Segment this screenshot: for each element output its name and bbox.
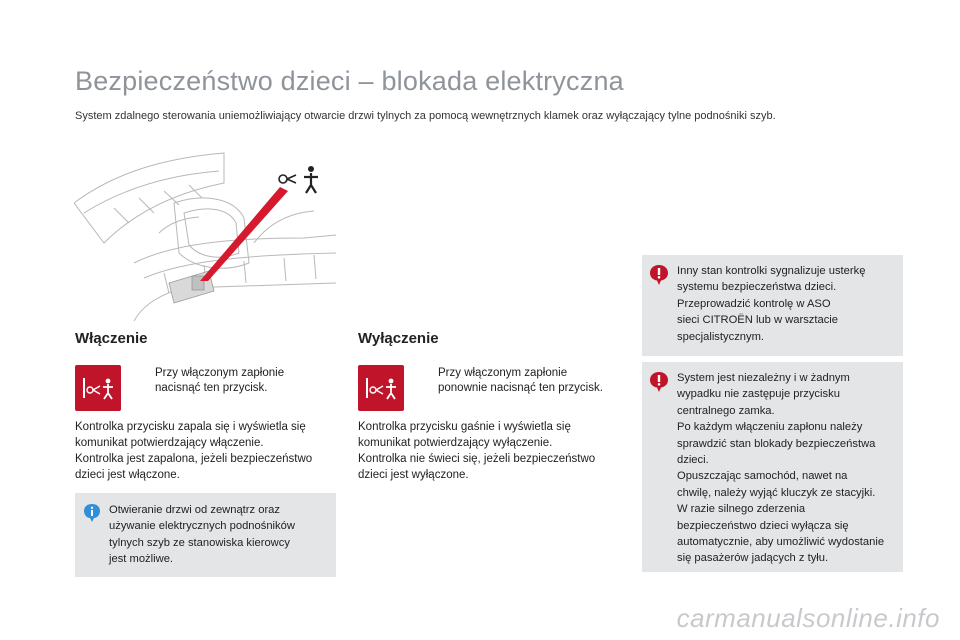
enable-heading: Włączenie — [75, 330, 148, 347]
page-title: Bezpieczeństwo dzieci – blokada elektryczna — [75, 66, 624, 96]
warning-icon — [649, 264, 669, 286]
info-icon — [83, 503, 101, 523]
enable-description: Kontrolka przycisku zapala się i wyświetla się komunikat potwierdzający włączenie. Kontrolka jest zapalona, jeżeli bezpieczeństwo dzieci jest włączone. — [75, 421, 313, 481]
warning-box-malfunction: Inny stan kontrolki sygnalizuje usterkę systemu bezpieczeństwa dzieci. Przeprowadzić kontrolę w ASO sieci CITROËN lub w warsztacie specjalistycznym. — [642, 255, 903, 356]
enable-bullet: Przy włączonym zapłonie nacisnąć ten przycisk. — [155, 367, 285, 394]
child-lock-icon — [279, 166, 318, 193]
disable-heading: Wyłączenie — [358, 330, 439, 347]
watermark: carmanualsonline.info — [676, 603, 940, 633]
info-box: Otwieranie drzwi od zewnątrz oraz używanie elektrycznych podnośników tylnych szyb ze stanowiska kierowcy jest możliwe. — [75, 493, 336, 577]
door-panel-illustration — [74, 143, 336, 321]
disable-description: Kontrolka przycisku gaśnie i wyświetla się komunikat potwierdzający wyłączenie. Kontrolka nie świeci się, jeżeli bezpieczeństwo dzieci jest wyłączone. — [358, 421, 596, 481]
warning-box-independent: System jest niezależny i w żadnym wypadku nie zastępuje przycisku centralnego zamka. Po każdym włączeniu zapłonu należy sprawdzić stan blokady bezpieczeństwa dzieci. Opuszczając samochód, nawet na chwilę, należy wyjąć kluczyk ze stacyjki. W razie silnego zderzenia bezpieczeństwo dzieci wyłącza się automatycznie, aby umożliwić wydostanie się pasażerów jadących z tyłu. — [642, 362, 903, 572]
disable-bullet: Przy włączonym zapłonie ponownie nacisnąć ten przycisk. — [438, 367, 603, 394]
child-lock-button-icon — [358, 365, 404, 411]
child-lock-button-icon — [75, 365, 121, 411]
intro-text: System zdalnego sterowania uniemożliwiający otwarcie drzwi tylnych za pomocą wewnętrznych klamek oraz wyłączający tylne podnośniki szyb. — [75, 110, 776, 122]
warning-icon — [649, 371, 669, 393]
